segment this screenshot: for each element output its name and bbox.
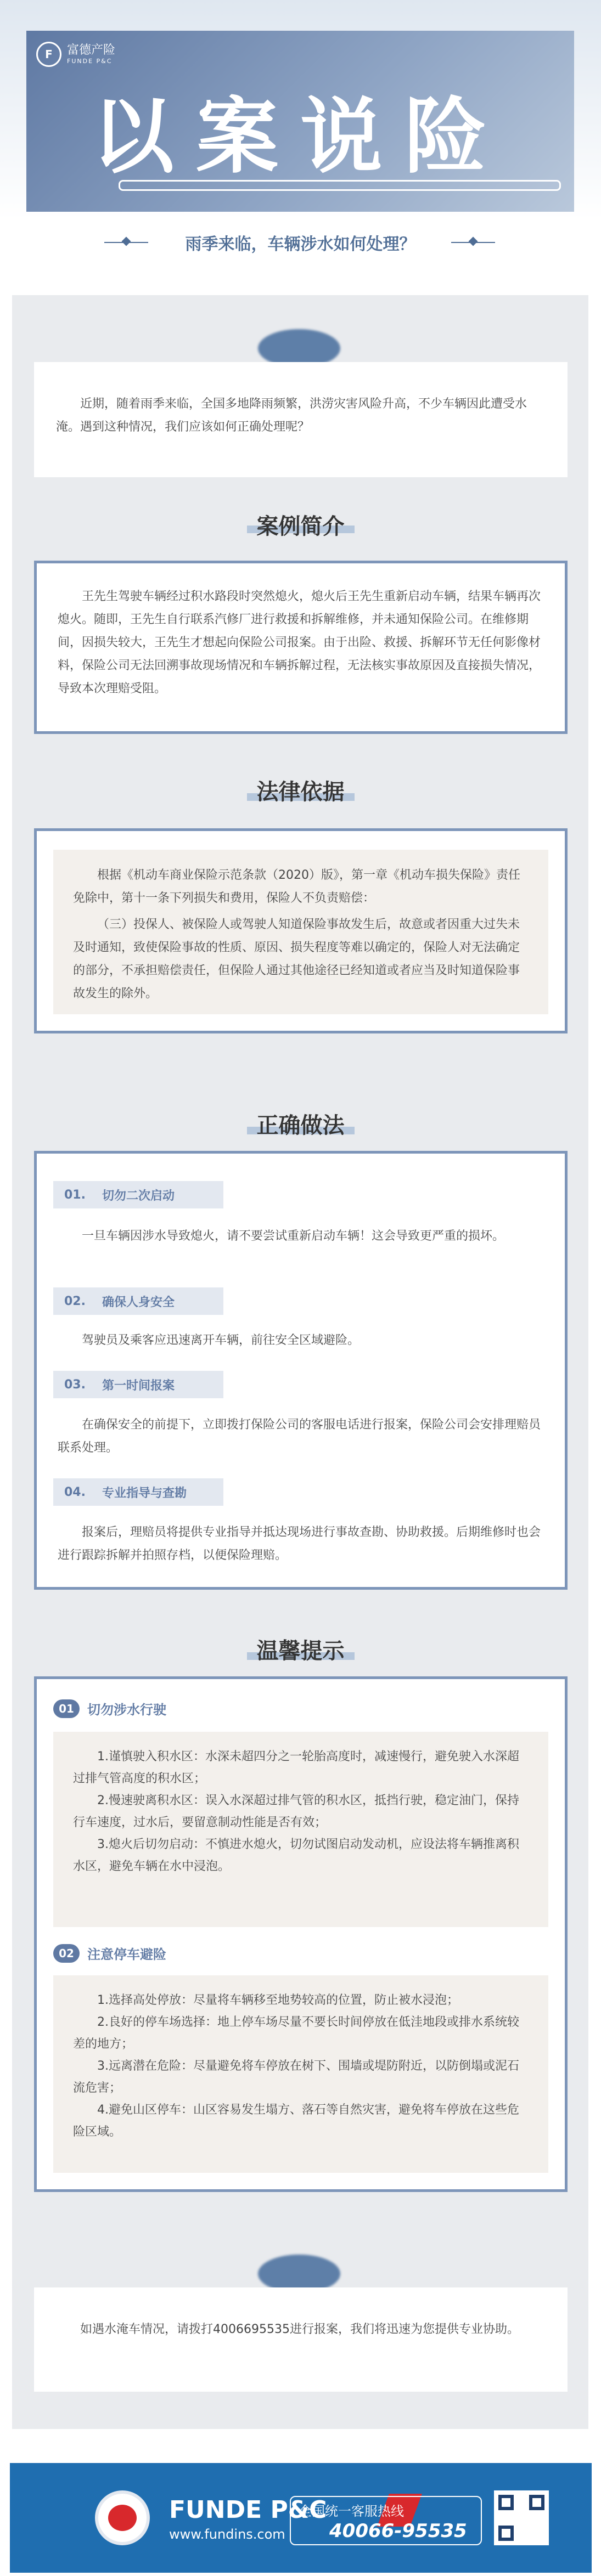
case-title: 案例简介 <box>256 514 345 539</box>
mascot-logo-icon <box>95 2490 150 2545</box>
company-logo <box>36 42 115 67</box>
tip-item: 1.谨慎驶入积水区：水深未超四分之一轮胎高度时，减速慢行，避免驶入水深超过排气管高度的积水区； <box>73 1750 519 1786</box>
tip-group-header <box>53 1944 166 1963</box>
step-tag <box>53 1371 223 1398</box>
logo-subtext: FUNDE P&C <box>67 57 113 65</box>
hotline-label: 全国统一客服热线 <box>299 2504 404 2519</box>
tip-group-label: 切勿涉水行驶 <box>87 1702 166 1718</box>
footer <box>10 2463 592 2573</box>
step-tag <box>53 1181 223 1208</box>
title-underline-bar <box>119 180 561 191</box>
tip-group-header <box>53 1699 166 1718</box>
step-tag <box>53 1478 223 1506</box>
step-number: 04. <box>64 1485 86 1499</box>
tips-card <box>34 1676 568 2192</box>
tip-group-badge: 01 <box>53 1699 80 1718</box>
tips-title: 温馨提示 <box>256 1639 345 1664</box>
law-card <box>34 828 568 1033</box>
logo-mark-icon: F <box>36 42 61 67</box>
case-card <box>34 561 568 734</box>
practice-title: 正确做法 <box>256 1113 345 1138</box>
hotline-box <box>290 2496 482 2545</box>
step-label: 切勿二次启动 <box>102 1189 175 1203</box>
hotline-number[interactable]: 40066-95535 <box>329 2520 467 2542</box>
tip-item: 4.避免山区停车：山区容易发生塌方、落石等自然灾害，避免将车停放在这些危险区域。 <box>73 2103 519 2139</box>
step-label: 专业指导与查勘 <box>102 1486 187 1500</box>
page-subtitle: 雨季来临，车辆涉水如何处理？ <box>185 235 416 254</box>
step-number: 02. <box>64 1294 86 1308</box>
law-para-1: 根据《机动车商业保险示范条款（2020）版》，第一章《机动车损失保险》责任免除中，第十一条下列损失和费用，保险人不负责赔偿： <box>73 868 520 905</box>
case-text: 王先生驾驶车辆经过积水路段时突然熄火，熄火后王先生重新启动车辆，结果车辆再次熄火。随即，王先生自行联系汽修厂进行救援和拆解维修，并未通知保险公司。在维修期间，因损失较大，王先生才想起向保险公司报案。由于出险、救援、拆解环节无任何影像材料，保险公司无法回溯事故现场情况和车辆拆解过程，无法核实事故原因及直接损失情况，导致本次理赔受阻。 <box>58 590 541 696</box>
step-text: 报案后，理赔员将提供专业指导并抵达现场进行事故查勘、协助救援。后期维修时也会进行跟踪拆解并拍照存档，以便保险理赔。 <box>58 1526 541 1562</box>
footer-brand: FUNDE P&C <box>169 2496 327 2524</box>
tip-item: 2.良好的停车场选择：地上停车场尽量不要长时间停放在低洼地段或排水系统较差的地方； <box>73 2015 519 2051</box>
banner-card <box>26 31 574 212</box>
step-tag <box>53 1287 223 1315</box>
step-number: 01. <box>64 1188 86 1202</box>
tip-group-body <box>53 1732 548 1927</box>
tip-item: 3.远离潜在危险：尽量避免将车停放在树下、围墙或堤防附近，以防倒塌或泥石流危害； <box>73 2059 519 2095</box>
tip-group-badge: 02 <box>53 1944 80 1963</box>
law-title: 法律依据 <box>256 779 345 805</box>
step-text: 驾驶员及乘客应迅速离开车辆，前往安全区域避险。 <box>82 1334 360 1347</box>
page-title: 以案说险 <box>91 89 509 185</box>
intro-card <box>34 362 568 477</box>
tip-group-label: 注意停车避险 <box>87 1947 166 1962</box>
qr-code-icon <box>494 2490 549 2545</box>
step-number: 03. <box>64 1377 86 1392</box>
logo-text: 富德产险 <box>67 43 116 58</box>
tip-item: 1.选择高处停放：尽量将车辆移至地势较高的位置，防止被水浸泡； <box>97 1993 459 2007</box>
tip-item: 3.熄火后切勿启动：不慎进水熄火，切勿试图启动发动机，应设法将车辆推离积水区，避免车辆在水中浸泡。 <box>73 1838 519 1873</box>
step-text: 一旦车辆因涉水导致熄火，请不要尝试重新启动车辆！这会导致更严重的损坏。 <box>82 1229 505 1243</box>
header-banner <box>0 0 601 219</box>
tip-item: 2.慢速驶离积水区：误入水深超过排气管的积水区，抵挡行驶，稳定油门，保持行车速度，过水后，要留意制动性能是否有效； <box>73 1794 519 1829</box>
step-label: 第一时间报案 <box>102 1379 175 1393</box>
step-text: 在确保安全的前提下，立即拨打保险公司的客服电话进行报案，保险公司会安排理赔员联系处理。 <box>58 1418 541 1455</box>
law-para-2: （三）投保人、被保险人或驾驶人知道保险事故发生后，故意或者因重大过失未及时通知，致使保险事故的性质、原因、损失程度等难以确定的，保险人对无法确定的部分，不承担赔偿责任，但保险人通过其他途径已经知道或者应当及时知道保险事故发生的除外。 <box>73 918 520 1001</box>
step-label: 确保人身安全 <box>102 1295 175 1309</box>
law-quote-box <box>53 850 548 1014</box>
intro-text: 近期，随着雨季来临，全国多地降雨频繁，洪涝灾害风险升高，不少车辆因此遭受水淹。遇到这种情况，我们应该如何正确处理呢？ <box>56 397 527 434</box>
closing-card <box>34 2287 568 2392</box>
tip-group-body <box>53 1975 548 2173</box>
practice-card <box>34 1151 568 1590</box>
footer-url[interactable]: www.fundins.com <box>169 2527 285 2542</box>
subtitle-right-ornament <box>451 242 495 243</box>
closing-text: 如遇水淹车情况，请拨打4006695535进行报案，我们将迅速为您提供专业协助。 <box>80 2323 519 2336</box>
